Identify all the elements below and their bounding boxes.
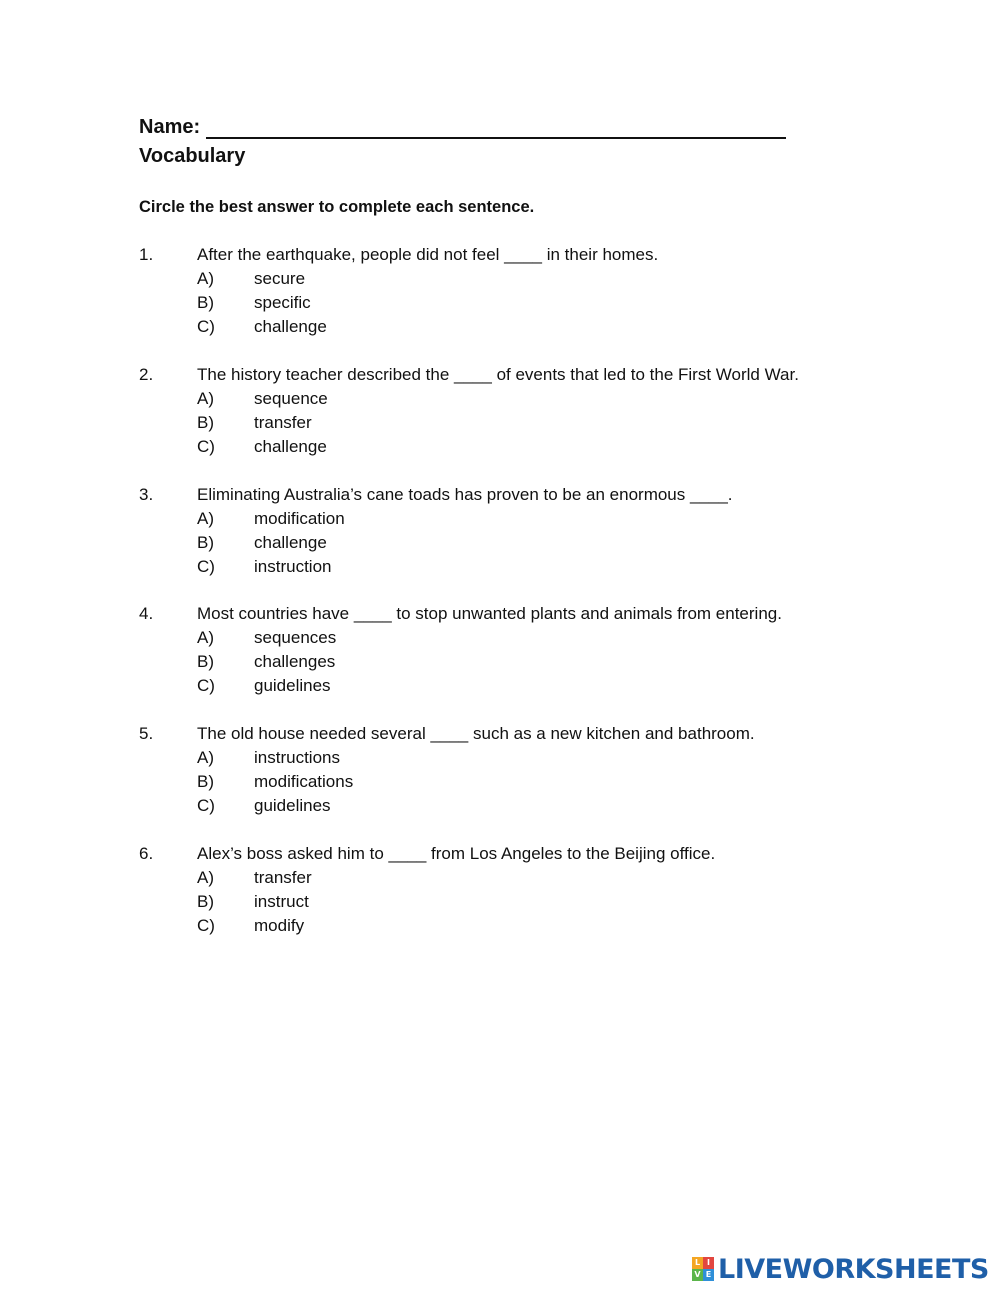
option-letter: A) [197, 269, 214, 288]
option-letter: B) [197, 772, 214, 791]
option-text: challenges [254, 652, 336, 671]
option-letter: A) [197, 868, 214, 887]
liveworksheets-logo-icon [692, 1257, 714, 1281]
option-text: specific [254, 293, 311, 312]
option-text: instruct [254, 892, 309, 911]
question-number: 4. [139, 604, 154, 623]
question-4 [139, 602, 899, 698]
question-text: Eliminating Australia’s cane toads has proven to be an enormous ____. [197, 485, 733, 504]
option-text: secure [254, 269, 306, 288]
answer-option-b[interactable] [139, 770, 899, 794]
option-text: sequences [254, 628, 337, 647]
answer-option-c[interactable] [139, 794, 899, 818]
question-text: The old house needed several ____ such as a new kitchen and bathroom. [197, 724, 755, 743]
option-letter: C) [197, 437, 215, 456]
answer-option-b[interactable] [139, 531, 899, 555]
instruction-text: Circle the best answer to complete each sentence. [139, 198, 535, 216]
answer-option-b[interactable] [139, 890, 899, 914]
option-text: instruction [254, 557, 332, 576]
option-text: guidelines [254, 796, 331, 815]
option-text: modification [254, 509, 345, 528]
option-letter: B) [197, 293, 214, 312]
question-number: 5. [139, 724, 154, 743]
option-text: challenge [254, 317, 327, 336]
name-blank-line[interactable] [206, 117, 786, 139]
option-text: transfer [254, 413, 312, 432]
answer-option-c[interactable] [139, 555, 899, 579]
page-title: Vocabulary [139, 145, 246, 167]
option-text: challenge [254, 533, 327, 552]
question-3 [139, 483, 899, 579]
question-number: 1. [139, 245, 154, 264]
option-letter: C) [197, 317, 215, 336]
option-text: transfer [254, 868, 312, 887]
answer-option-a[interactable] [139, 626, 899, 650]
answer-option-a[interactable] [139, 267, 899, 291]
question-1 [139, 243, 899, 339]
option-letter: C) [197, 676, 215, 695]
answer-option-c[interactable] [139, 914, 899, 938]
question-number: 3. [139, 485, 154, 504]
question-text: The history teacher described the ____ of events that led to the First World War. [197, 365, 799, 384]
option-letter: B) [197, 652, 214, 671]
logo-tile: E [703, 1269, 714, 1281]
option-text: modify [254, 916, 305, 935]
brand-wordmark: LIVEWORKSHEETS [718, 1253, 989, 1285]
logo-tile: V [692, 1269, 703, 1281]
answer-option-a[interactable] [139, 507, 899, 531]
option-text: sequence [254, 389, 328, 408]
name-field [139, 116, 786, 139]
question-5 [139, 722, 899, 818]
question-number: 6. [139, 844, 154, 863]
liveworksheets-brand[interactable] [692, 1254, 989, 1284]
option-letter: C) [197, 916, 215, 935]
option-letter: B) [197, 413, 214, 432]
option-letter: A) [197, 389, 214, 408]
question-text: Most countries have ____ to stop unwanted plants and animals from entering. [197, 604, 782, 623]
option-text: guidelines [254, 676, 331, 695]
answer-option-c[interactable] [139, 435, 899, 459]
question-2 [139, 363, 899, 459]
logo-tile: L [692, 1257, 703, 1269]
option-letter: C) [197, 796, 215, 815]
question-number: 2. [139, 365, 154, 384]
option-text: instructions [254, 748, 340, 767]
question-text: After the earthquake, people did not feel ____ in their homes. [197, 245, 659, 264]
answer-option-a[interactable] [139, 387, 899, 411]
answer-option-a[interactable] [139, 866, 899, 890]
option-letter: A) [197, 748, 214, 767]
answer-option-b[interactable] [139, 291, 899, 315]
option-letter: B) [197, 533, 214, 552]
option-letter: C) [197, 557, 215, 576]
logo-tile: I [703, 1257, 714, 1269]
answer-option-a[interactable] [139, 746, 899, 770]
name-label: Name: [139, 116, 201, 138]
answer-option-c[interactable] [139, 674, 899, 698]
question-6 [139, 842, 899, 938]
option-text: modifications [254, 772, 354, 791]
option-letter: A) [197, 509, 214, 528]
question-text: Alex’s boss asked him to ____ from Los Angeles to the Beijing office. [197, 844, 716, 863]
option-letter: B) [197, 892, 214, 911]
answer-option-c[interactable] [139, 315, 899, 339]
option-letter: A) [197, 628, 214, 647]
option-text: challenge [254, 437, 327, 456]
answer-option-b[interactable] [139, 650, 899, 674]
answer-option-b[interactable] [139, 411, 899, 435]
